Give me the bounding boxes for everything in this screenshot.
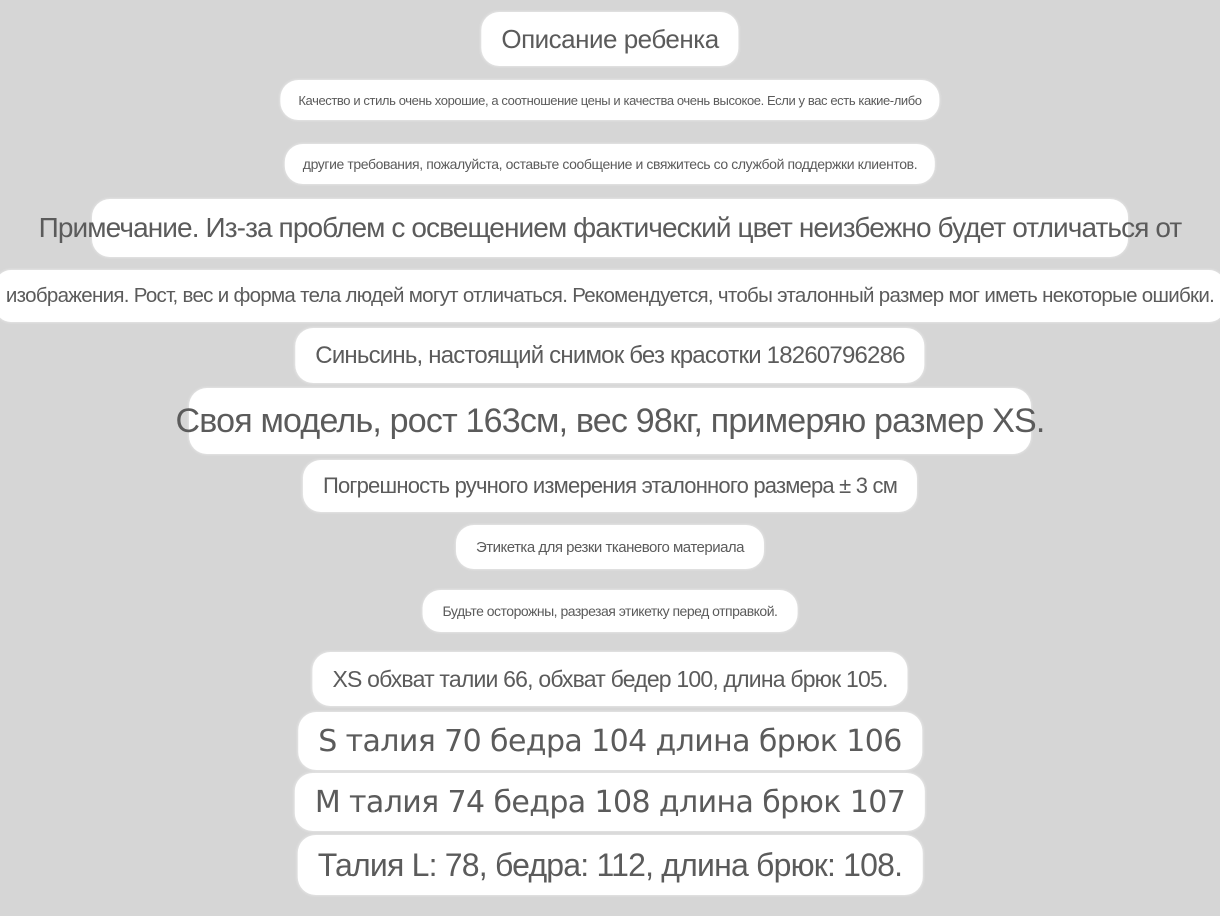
- size-m-text: M талия 74 бедра 108 длина брюк 107: [295, 773, 925, 831]
- note-text: Примечание. Из-за проблем с освещением фактический цвет неизбежно будет отличаться от: [92, 199, 1128, 257]
- note-continued-text: изображения. Рост, вес и форма тела людей могут отличаться. Рекомендуется, чтобы эталонный размер мог иметь некоторые ошибки.: [0, 270, 1220, 322]
- support-text: другие требования, пожалуйста, оставьте сообщение и свяжитесь со службой поддержки клиентов.: [285, 144, 935, 184]
- label-warning-text: Будьте осторожны, разрезая этикетку перед отправкой.: [423, 590, 798, 632]
- size-s-text: S талия 70 бедра 104 длина брюк 106: [298, 712, 922, 770]
- size-xs-text: XS обхват талии 66, обхват бедер 100, длина брюк 105.: [312, 652, 907, 706]
- description-title: Описание ребенка: [481, 12, 738, 66]
- quality-text: Качество и стиль очень хорошие, а соотношение цены и качества очень высокое. Если у вас есть какие-либо: [280, 80, 939, 120]
- model-info-text: Своя модель, рост 163см, вес 98кг, примеряю размер XS.: [189, 388, 1031, 454]
- size-l-text: Талия L: 78, бедра: 112, длина брюк: 108.: [298, 835, 923, 895]
- label-cut-text: Этикетка для резки тканевого материала: [456, 525, 764, 569]
- measurement-error-text: Погрешность ручного измерения эталонного размера ± 3 см: [303, 460, 917, 512]
- photo-credit-text: Синьсинь, настоящий снимок без красотки 18260796286: [295, 328, 924, 383]
